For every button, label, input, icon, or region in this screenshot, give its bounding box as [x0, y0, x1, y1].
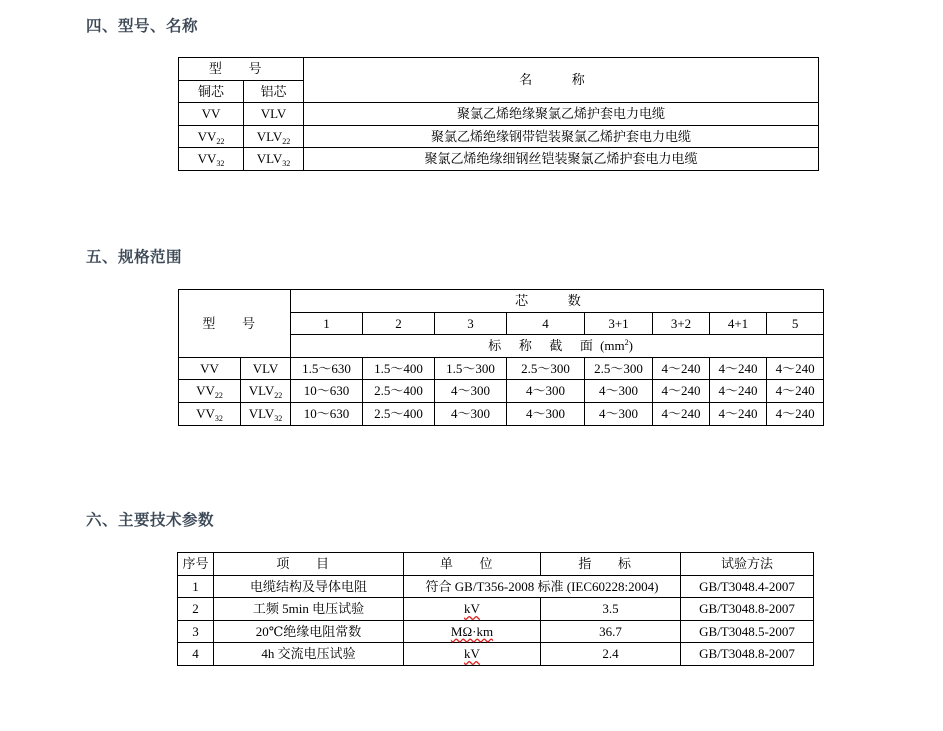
- table-models: [178, 57, 819, 171]
- aluminum-model-text: VLV: [260, 106, 287, 122]
- aluminum-model-subscript: 22: [274, 391, 283, 401]
- cell-copper-model: [179, 125, 244, 148]
- copper-model-text: VV: [196, 383, 215, 399]
- copper-model-subscript: 32: [214, 413, 223, 423]
- cell-seq: 2: [178, 598, 214, 621]
- table-row: [178, 598, 814, 621]
- unit-text: kV: [464, 646, 480, 662]
- cell-indicator: 36.7: [541, 620, 681, 643]
- header-core-3p2: 3+2: [653, 312, 710, 335]
- header-core-5: 5: [767, 312, 824, 335]
- cell-aluminum-model: [244, 125, 304, 148]
- cell-spec-value: 4～240: [767, 357, 824, 380]
- copper-model-subscript: 22: [214, 391, 223, 401]
- table-row: [179, 125, 819, 148]
- header-core-1: 1: [291, 312, 363, 335]
- cell-spec-value: 4～300: [585, 380, 653, 403]
- cell-copper-model: [179, 402, 241, 425]
- header-name: 名 称: [304, 58, 819, 103]
- aluminum-model-subscript: 32: [282, 159, 291, 169]
- header-core-4p1: 4+1: [710, 312, 767, 335]
- table-params: [177, 552, 814, 666]
- cell-copper-model: [179, 148, 244, 171]
- aluminum-model-text: VLV: [248, 405, 275, 421]
- nominal-section-unit-exponent: 2: [624, 338, 629, 348]
- cell-test-method: GB/T3048.4-2007: [681, 575, 814, 598]
- table-row: [179, 148, 819, 171]
- table-row: [179, 357, 824, 380]
- aluminum-model-subscript: 22: [282, 136, 291, 146]
- table-row: [178, 575, 814, 598]
- table-row: [179, 402, 824, 425]
- cell-aluminum-model: [244, 148, 304, 171]
- header-indicator: 指 标: [541, 553, 681, 576]
- cell-spec-value: 4～300: [507, 380, 585, 403]
- cell-copper-model: [179, 380, 241, 403]
- cell-aluminum-model: [241, 402, 291, 425]
- cell-spec-value: 4～240: [710, 402, 767, 425]
- copper-model-text: VV: [201, 106, 221, 122]
- aluminum-model-text: VLV: [248, 383, 275, 399]
- header-test-method: 试验方法: [681, 553, 814, 576]
- section-heading-params: 六、主要技术参数: [86, 512, 215, 529]
- copper-model-text: VV: [197, 128, 217, 144]
- cell-cable-name: 聚氯乙烯绝缘聚氯乙烯护套电力电缆: [304, 103, 819, 126]
- cell-item: 工频 5min 电压试验: [214, 598, 404, 621]
- cell-spec-value: 2.5～300: [585, 357, 653, 380]
- table-row: [179, 103, 819, 126]
- section-heading-specs: 五、规格范围: [86, 249, 183, 266]
- header-nominal-section: [291, 335, 824, 358]
- table-params-header-row: [178, 553, 814, 576]
- cell-item: 4h 交流电压试验: [214, 643, 404, 666]
- cell-unit: [404, 643, 541, 666]
- cell-spec-value: 2.5～400: [363, 402, 435, 425]
- cell-spec-value: 4～300: [435, 402, 507, 425]
- cell-test-method: GB/T3048.8-2007: [681, 643, 814, 666]
- cell-spec-value: 1.5～300: [435, 357, 507, 380]
- section-heading-models: 四、型号、名称: [86, 18, 199, 35]
- table-models-header-row-1: [179, 58, 819, 81]
- cell-spec-value: 4～240: [710, 380, 767, 403]
- cell-spec-value: 4～240: [710, 357, 767, 380]
- nominal-section-label: 标 称 截 面: [488, 338, 601, 354]
- cell-copper-model: [179, 357, 241, 380]
- header-core-2: 2: [363, 312, 435, 335]
- cell-cable-name: 聚氯乙烯绝缘细钢丝铠装聚氯乙烯护套电力电缆: [304, 148, 819, 171]
- table-specs: [178, 289, 824, 426]
- header-model-group: 型 号: [179, 58, 304, 81]
- table-row: [178, 620, 814, 643]
- copper-model-text: VV: [196, 405, 215, 421]
- header-seq: 序号: [178, 553, 214, 576]
- cell-indicator: 3.5: [541, 598, 681, 621]
- cell-spec-value: 10～630: [291, 380, 363, 403]
- table-specs-header-row-1: [179, 290, 824, 313]
- nominal-section-unit-close: ): [628, 338, 634, 354]
- header-item: 项 目: [214, 553, 404, 576]
- cell-spec-value: 2.5～400: [363, 380, 435, 403]
- cell-spec-value: 10～630: [291, 402, 363, 425]
- header-unit: 单 位: [404, 553, 541, 576]
- cell-unit: [404, 598, 541, 621]
- cell-cable-name: 聚氯乙烯绝缘钢带铠装聚氯乙烯护套电力电缆: [304, 125, 819, 148]
- unit-text: kV: [464, 601, 480, 617]
- cell-spec-value: 2.5～300: [507, 357, 585, 380]
- header-copper-core: 铜芯: [179, 80, 244, 103]
- cell-spec-value: 4～240: [653, 357, 710, 380]
- unit-text: MΩ·km: [450, 623, 494, 639]
- cell-spec-value: 4～300: [585, 402, 653, 425]
- aluminum-model-subscript: 32: [274, 413, 283, 423]
- cell-spec-value: 4～240: [767, 380, 824, 403]
- header-core-4: 4: [507, 312, 585, 335]
- cell-seq: 3: [178, 620, 214, 643]
- copper-model-text: VV: [200, 360, 219, 376]
- cell-seq: 4: [178, 643, 214, 666]
- cell-merged-standard: 符合 GB/T356-2008 标准 (IEC60228:2004): [404, 575, 681, 598]
- aluminum-model-text: VLV: [256, 151, 283, 167]
- cell-spec-value: 1.5～400: [363, 357, 435, 380]
- header-core-3p1: 3+1: [585, 312, 653, 335]
- table-row: [178, 643, 814, 666]
- cell-unit: [404, 620, 541, 643]
- cell-spec-value: 4～240: [653, 402, 710, 425]
- cell-spec-value: 4～300: [507, 402, 585, 425]
- copper-model-subscript: 22: [216, 136, 225, 146]
- cell-item: 电缆结构及导体电阻: [214, 575, 404, 598]
- cell-aluminum-model: [241, 380, 291, 403]
- nominal-section-unit-open: (mm: [600, 338, 625, 354]
- header-aluminum-core: 铝芯: [244, 80, 304, 103]
- copper-model-text: VV: [197, 151, 217, 167]
- header-core-3: 3: [435, 312, 507, 335]
- cell-spec-value: 1.5～630: [291, 357, 363, 380]
- cell-test-method: GB/T3048.8-2007: [681, 598, 814, 621]
- cell-test-method: GB/T3048.5-2007: [681, 620, 814, 643]
- copper-model-subscript: 32: [216, 159, 225, 169]
- cell-spec-value: 4～240: [653, 380, 710, 403]
- cell-spec-value: 4～300: [435, 380, 507, 403]
- cell-aluminum-model: [244, 103, 304, 126]
- cell-aluminum-model: [241, 357, 291, 380]
- cell-seq: 1: [178, 575, 214, 598]
- cell-copper-model: [179, 103, 244, 126]
- cell-indicator: 2.4: [541, 643, 681, 666]
- aluminum-model-text: VLV: [256, 128, 283, 144]
- aluminum-model-text: VLV: [252, 360, 279, 376]
- table-row: [179, 380, 824, 403]
- cell-item: 20℃绝缘电阻常数: [214, 620, 404, 643]
- header-core-count: 芯 数: [291, 290, 824, 313]
- header-model-group: 型 号: [179, 290, 291, 358]
- cell-spec-value: 4～240: [767, 402, 824, 425]
